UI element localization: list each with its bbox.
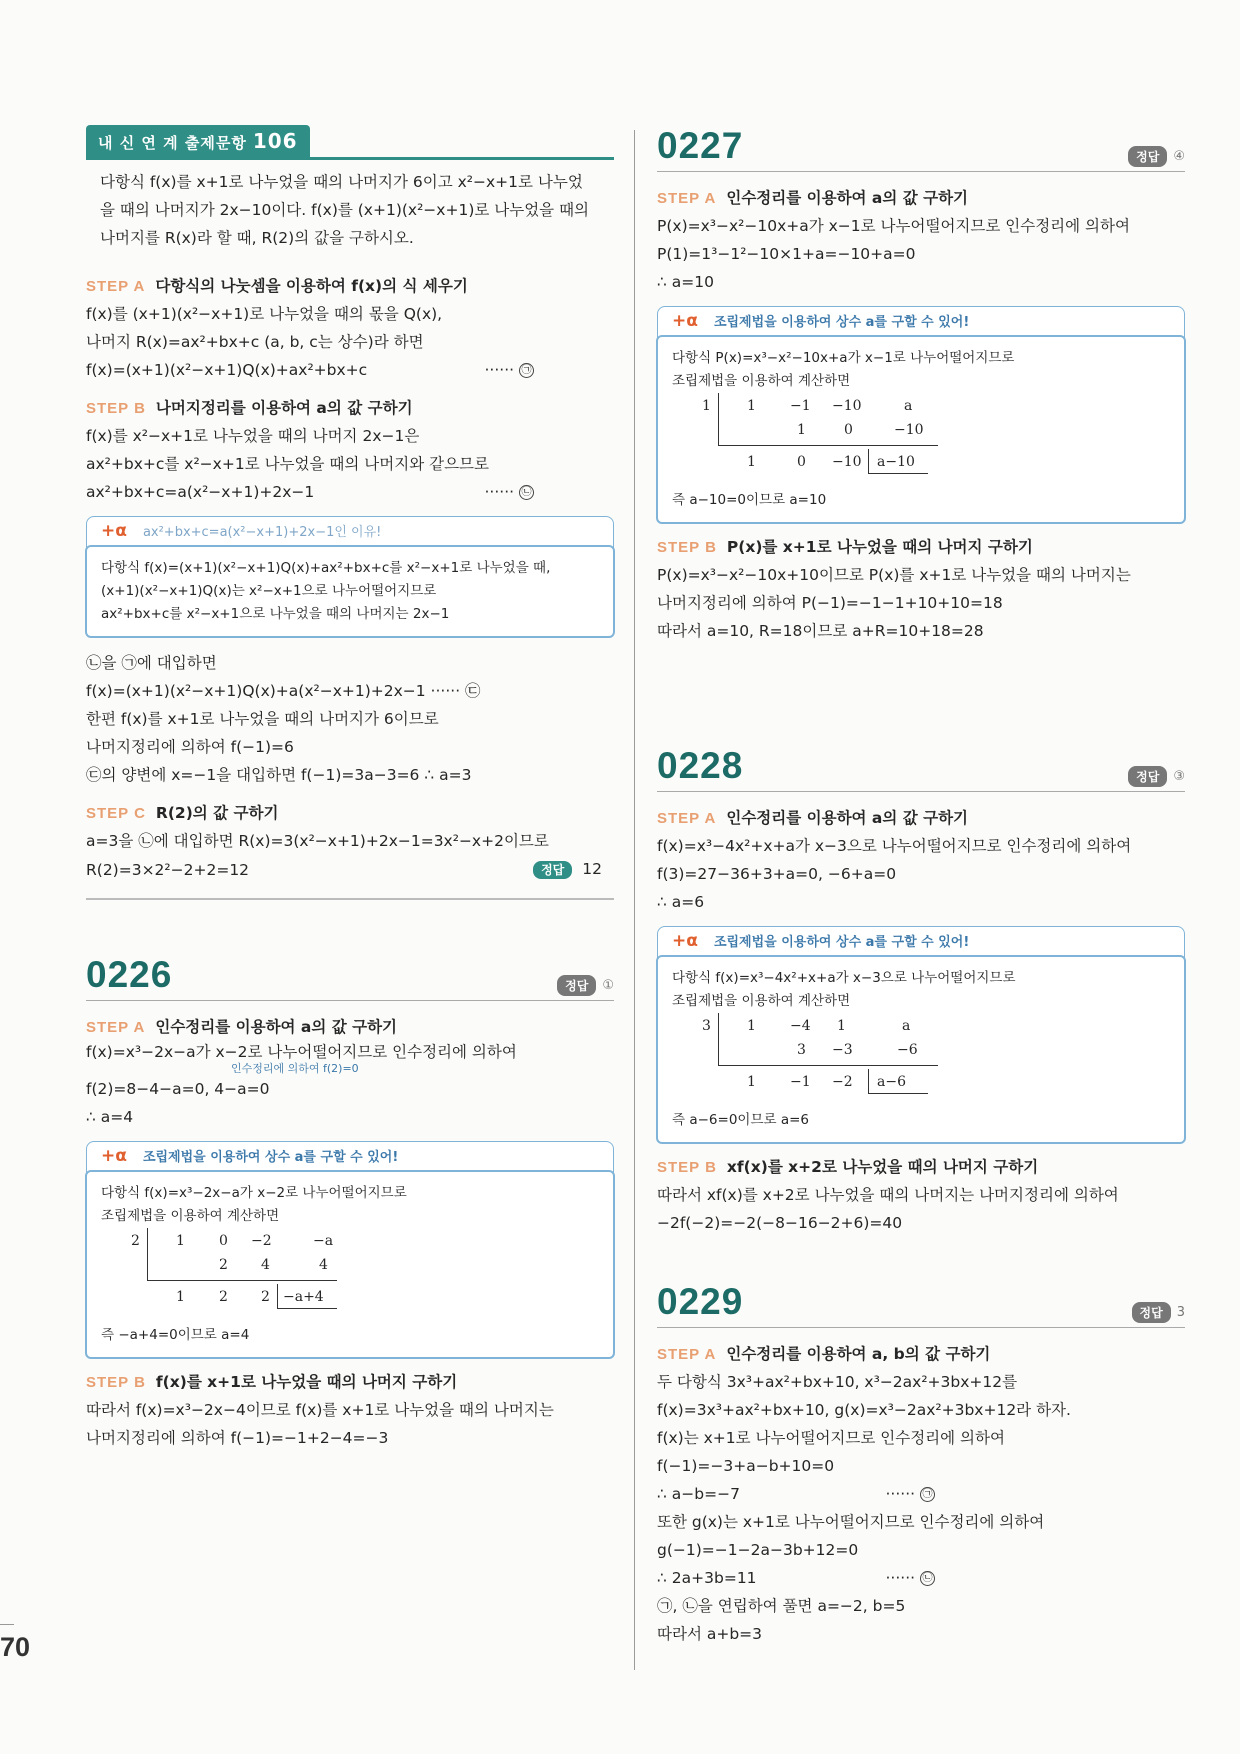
text-line: (x+1)(x²−x+1)Q(x)는 x²−x+1으로 나누어떨어지므로: [101, 583, 437, 599]
text-line: [277, 1308, 337, 1309]
text-line: [868, 1093, 928, 1094]
text-line: 1: [837, 1018, 846, 1034]
problem-0229-header: 0229 정답 3: [657, 1281, 1185, 1328]
text-line: 즉 −a+4=0이므로 a=4: [101, 1327, 250, 1343]
text-line: STEP B: [86, 1374, 146, 1391]
text-line: 2: [261, 1289, 270, 1305]
text-line: a: [904, 398, 913, 414]
text-line: 조립제법을 이용하여 계산하면: [101, 1208, 280, 1224]
text-line: 2: [131, 1233, 140, 1249]
text-line: 인수정리를 이용하여 a, b의 값 구하기: [726, 1345, 991, 1363]
text-line: f(x)=(x+1)(x²−x+1)Q(x)+ax²+bx+c ······ ㉠: [86, 356, 614, 384]
text-line: g(−1)=−1−2a−3b+12=0: [657, 1541, 859, 1559]
text-line: ∴ a−b=−7 ······ ㉠: [657, 1480, 1185, 1508]
text-line: 한편 f(x)를 x+1로 나누었을 때의 나머지가 6이므로: [86, 710, 439, 728]
problem-tag: 내 신 연 계 출제문항 106: [86, 125, 614, 157]
text-line: f(x)=(x+1)(x²−x+1)Q(x)+a(x²−x+1)+2x−1 ······ ㉢: [86, 682, 481, 700]
text-line: −3: [832, 1042, 853, 1058]
text-line: f(x)=3x³+ax²+bx+10, g(x)=x³−2ax²+3bx+12라 하자.: [657, 1401, 1071, 1419]
synthetic-division: [672, 393, 1170, 489]
text-line: 따라서 f(x)=x³−2x−4이므로 f(x)를 x+1로 나누었을 때의 나머지는: [86, 1401, 554, 1419]
text-line: f(2)=8−4−a=0, 4−a=0: [86, 1080, 270, 1098]
text-line: 인수정리를 이용하여 a의 값 구하기: [155, 1018, 398, 1036]
column-divider: [634, 130, 635, 1670]
text-line: 0: [844, 422, 853, 438]
text-line: [718, 445, 938, 446]
text-line: −1: [790, 1074, 811, 1090]
plus-alpha-box: +α ax²+bx+c=a(x²−x+1)+2x−1인 이유! 다항식 f(x)=(x+1)(x²−x+1)Q(x)+ax²+bx+c를 x²−x+1로 나누었을 때, (x+1)(x²−x+1)Q(x)는 x²−x+1으로 나누어떨어지므로 ax²+bx+c를 x²−x+1으로 나누었을 때의 나머지는 2x−1: [86, 516, 614, 637]
text-line: [147, 1280, 337, 1281]
text-line: f(−1)=−3+a−b+10=0: [657, 1457, 835, 1475]
plus-alpha-box: +α 조립제법을 이용하여 상수 a를 구할 수 있어! 다항식 f(x)=x³−2x−a가 x−2로 나누어떨어지므로 조립제법을 이용하여 계산하면 2 1 0 −2 −a 2 4 4 1 2 2 −a+4 즉 −a+4=0이므로 a=4: [86, 1141, 614, 1358]
plus-alpha-box: +α 조립제법을 이용하여 상수 a를 구할 수 있어! 다항식 f(x)=x³−4x²+x+a가 x−3으로 나누어떨어지므로 조립제법을 이용하여 계산하면 3 1 −4 1 a 3 −3 −6 1 −1 −2 a−6 즉 a−6=0이므로 a=6: [657, 926, 1185, 1143]
problem-0228-header: 0228 정답 ③: [657, 745, 1185, 792]
text-line: P(x)=x³−x²−10x+a가 x−1로 나누어떨어지므로 인수정리에 의하여: [657, 217, 1130, 235]
text-line: P(1)=1³−1²−10×1+a=−10+a=0: [657, 245, 916, 263]
text-line: 또한 g(x)는 x+1로 나누어떨어지므로 인수정리에 의하여: [657, 1513, 1045, 1531]
step-b-heading: [657, 1155, 1185, 1177]
text-line: f(x)를 x+1로 나누었을 때의 나머지 구하기: [155, 1373, 458, 1391]
text-line: [718, 1013, 719, 1065]
text-line: −10: [832, 398, 862, 414]
text-line: −1: [790, 398, 811, 414]
text-line: xf(x)를 x+2로 나누었을 때의 나머지 구하기: [726, 1158, 1039, 1176]
text-line: 다항식의 나눗셈을 이용하여 f(x)의 식 세우기: [155, 277, 468, 295]
step-a-heading: [86, 274, 614, 296]
text-line: 나머지 R(x)=ax²+bx+c (a, b, c는 상수)라 하면: [86, 333, 424, 351]
text-line: 1: [702, 398, 711, 414]
text-line: 3: [797, 1042, 806, 1058]
left-column: 내 신 연 계 출제문항 106 다항식 f(x)를 x+1로 나누었을 때의 나머지가 6이고 x²−x+1로 나누었 을 때의 나머지가 2x−10이다. f(x)를 (x+1)(x²−x+1)로 나누었을 때의 나머지를 R(x)라 할 때, R(2)의 값을 구하시오. STEP A 다항식의 나눗셈을 이용하여 f(x)의 식 세우기 f(x)를 (x+1)(x²−x+1)로 나누었을 때의 몫을 Q(x), 나머지 R(x)=ax²+bx+c (a, b, c는 상수)라 하면 f(x)=(x+1)(x²−x+1)Q(x)+ax²+bx+c ······ ㉠ STEP B 나머지정리를 이용하여 a의 값 구하기 f(x)를 x²−x+1로 나누었을 때의 나머지 2x−1은 ax²+bx+c를 x²−x+1로 나누었을 때의 나머지와 같으므로 ax²+bx+c=a(x²−x+1)+2x−1 ······ ㉡ +α ax²+bx+c=a(x²−x+1)+2x−1인 이유! 다항식 f(x)=(x+1)(x²−x+1)Q(x)+ax²+bx+c를 x²−x+1로 나누었을 때, (x+1)(x²−x+1)Q(x)는 x²−x+1으로 나누어떨어지므로 ax²+bx+c를 x²−x+1으로 나누었을 때의 나머지는 2x−1 ㉡을 ㉠에 대입하면 f(x)=(x+1)(x²−x+1)Q(x)+a(x²−x+1)+2x−1 ······ ㉢ 한편 f(x)를 x+1로 나누었을 때의 나머지가 6이므로 나머지정리에 의하여 f(−1)=6 ㉢의 양변에 x=−1을 대입하면 f(−1)=3a−3=6 ∴ a=3 STEP C R(2)의 값 구하기 a=3을 ㉡에 대입하면 R(x)=3(x²−x+1)+2x−1=3x²−x+2이므로 R(2)=3×2²−2+2=12 정답 12 0226 정답 ① STEP A 인수정리를 이용하여 a의 값 구하기 f(x)=x³−2x−a가 x−2로 나누어떨어지므로 인수정리에 의하여 인수정리에 의하여 f(2)=0 f(2)=8−4−a=0, 4−a=0 ∴ a=4 +α 조립제법을 이용하여 상수 a를 구할 수 있어! 다항식 f(x)=x³−2x−a가 x−2로 나누어떨어지므로 조립제법을 이용하여 계산하면 2 1 0 −2 −a 2 4 4 1 2 2 −a+4 즉 −a+4=0이므로 a=4 STEP B f(x)를 x+1로 나누었을 때의 나머지 구하기 따라서 f(x)=x³−2x−4이므로 f(x)를 x+1로 나누었을 때의 나머지는 나머지정리에 의하여 f(−1)=−1+2−4=−3: [86, 125, 614, 1452]
text-line: −10: [894, 422, 924, 438]
text-line: −10: [832, 454, 862, 470]
text-line: f(x)는 x+1로 나누어떨어지므로 인수정리에 의하여: [657, 1429, 1005, 1447]
step-b-heading: [86, 396, 614, 418]
text-line: 따라서 a+b=3: [657, 1625, 763, 1643]
text-line: −a+4: [283, 1289, 324, 1305]
text-line: STEP B: [657, 1159, 717, 1176]
text-line: 4: [261, 1257, 270, 1273]
text-line: 조립제법을 이용하여 계산하면: [672, 373, 851, 389]
text-line: P(x)=x³−x²−10x+10이므로 P(x)를 x+1로 나누었을 때의 나머지는: [657, 566, 1131, 584]
text-line: [277, 1284, 278, 1308]
text-line: 1: [797, 422, 806, 438]
text-line: 나머지정리를 이용하여 a의 값 구하기: [155, 399, 413, 417]
step-a-heading: [657, 1342, 1185, 1364]
synthetic-division: [672, 1013, 1170, 1109]
text-line: STEP B: [86, 400, 146, 417]
text-line: 나머지를 R(x)라 할 때, R(2)의 값을 구하시오.: [100, 229, 414, 247]
text-line: 두 다항식 3x³+ax²+bx+10, x³−2ax²+3bx+12를: [657, 1373, 1018, 1391]
text-line: 나머지정리에 의하여 P(−1)=−1−1+10+10=18: [657, 594, 1003, 612]
text-line: STEP A: [657, 1346, 717, 1363]
text-line: 1: [176, 1289, 185, 1305]
text-line: −2f(−2)=−2(−8−16−2+6)=40: [657, 1214, 903, 1232]
text-line: 0: [797, 454, 806, 470]
text-line: STEP A: [86, 278, 146, 295]
text-line: ㉡을 ㉠에 대입하면: [86, 654, 217, 672]
text-line: ㉠, ㉡을 연립하여 풀면 a=−2, b=5: [657, 1597, 906, 1615]
text-line: STEP A: [86, 1019, 146, 1036]
text-line: STEP A: [657, 810, 717, 827]
text-line: 나머지정리에 의하여 f(−1)=6: [86, 738, 294, 756]
text-line: −4: [790, 1018, 811, 1034]
text-line: f(x)를 (x+1)(x²−x+1)로 나누었을 때의 몫을 Q(x),: [86, 305, 443, 323]
text-line: 다항식 P(x)=x³−x²−10x+a가 x−1로 나누어떨어지므로: [672, 350, 1015, 366]
text-line: 1: [747, 1018, 756, 1034]
text-line: 2: [219, 1257, 228, 1273]
text-line: [718, 393, 719, 445]
text-line: 3: [702, 1018, 711, 1034]
problem-statement: [86, 168, 614, 252]
text-line: STEP C: [86, 805, 146, 822]
text-line: 1: [747, 398, 756, 414]
text-line: P(x)를 x+1로 나누었을 때의 나머지 구하기: [726, 538, 1033, 556]
text-line: 즉 a−6=0이므로 a=6: [672, 1112, 809, 1128]
problem-0226-header: 0226 정답 ①: [86, 954, 614, 1001]
text-line: a−6: [877, 1074, 906, 1090]
text-line: a=3을 ㉡에 대입하면 R(x)=3(x²−x+1)+2x−1=3x²−x+2이므로: [86, 832, 549, 850]
step-a-heading: [86, 1015, 614, 1037]
text-line: ∴ a=6: [657, 893, 705, 911]
text-line: 인수정리를 이용하여 a의 값 구하기: [726, 809, 969, 827]
text-line: 따라서 a=10, R=18이므로 a+R=10+18=28: [657, 622, 984, 640]
step-b-heading: [657, 535, 1185, 557]
text-line: 나머지정리에 의하여 f(−1)=−1+2−4=−3: [86, 1429, 389, 1447]
text-line: 4: [319, 1257, 328, 1273]
text-line: 따라서 xf(x)를 x+2로 나누었을 때의 나머지는 나머지정리에 의하여: [657, 1186, 1119, 1204]
text-line: 즉 a−10=0이므로 a=10: [672, 492, 827, 508]
text-line: 다항식 f(x)를 x+1로 나누었을 때의 나머지가 6이고 x²−x+1로 나누었: [100, 173, 583, 191]
step-a-heading: [657, 186, 1185, 208]
text-line: f(3)=27−36+3+a=0, −6+a=0: [657, 865, 897, 883]
text-line: 다항식 f(x)=(x+1)(x²−x+1)Q(x)+ax²+bx+c를 x²−x+1로 나누었을 때,: [101, 560, 551, 576]
text-line: ax²+bx+c=a(x²−x+1)+2x−1 ······ ㉡: [86, 478, 614, 506]
text-line: 다항식 f(x)=x³−4x²+x+a가 x−3으로 나누어떨어지므로: [672, 970, 1016, 986]
text-line: 인수정리를 이용하여 a의 값 구하기: [726, 189, 969, 207]
text-line: 0: [219, 1233, 228, 1249]
annotation-note: 인수정리에 의하여 f(2)=0: [231, 1062, 359, 1075]
text-line: ∴ 2a+3b=11 ······ ㉡: [657, 1564, 1185, 1592]
text-line: ax²+bx+c를 x²−x+1으로 나누었을 때의 나머지는 2x−1: [101, 606, 450, 622]
text-line: STEP B: [657, 539, 717, 556]
text-line: ∴ a=4: [86, 1108, 134, 1126]
text-line: −2: [251, 1233, 272, 1249]
step-c-heading: [86, 801, 614, 823]
text-line: f(x)를 x²−x+1로 나누었을 때의 나머지 2x−1은: [86, 427, 420, 445]
text-line: 2: [219, 1289, 228, 1305]
text-line: a−10: [877, 454, 915, 470]
synthetic-division: [101, 1228, 599, 1324]
text-line: [147, 1228, 148, 1280]
text-line: 1: [747, 1074, 756, 1090]
right-column: [657, 125, 1185, 1648]
text-line: [868, 1069, 869, 1093]
text-line: 을 때의 나머지가 2x−10이다. f(x)를 (x+1)(x²−x+1)로 나누었을 때의: [100, 201, 590, 219]
text-line: 조립제법을 이용하여 계산하면: [672, 993, 851, 1009]
text-line: 1: [176, 1233, 185, 1249]
text-line: [868, 449, 869, 473]
answer-badge: 정답 12: [533, 855, 614, 884]
text-line: 1: [747, 454, 756, 470]
text-line: ax²+bx+c를 x²−x+1로 나누었을 때의 나머지와 같으므로: [86, 455, 489, 473]
text-line: a: [902, 1018, 911, 1034]
text-line: −a: [313, 1233, 334, 1249]
text-line: 다항식 f(x)=x³−2x−a가 x−2로 나누어떨어지므로: [101, 1185, 407, 1201]
text-line: STEP A: [657, 190, 717, 207]
text-line: [718, 1065, 938, 1066]
text-line: ∴ a=10: [657, 273, 714, 291]
step-a-heading: [657, 806, 1185, 828]
step-b-heading: [86, 1370, 614, 1392]
text-line: R(2)의 값 구하기: [155, 804, 279, 822]
text-line: −6: [897, 1042, 918, 1058]
plus-alpha-box: +α 조립제법을 이용하여 상수 a를 구할 수 있어! 다항식 P(x)=x³−x²−10x+a가 x−1로 나누어떨어지므로 조립제법을 이용하여 계산하면 1 1 −1 −10 a 1 0 −10 1 0 −10 a−10 즉 a−10=0이므로 a=10: [657, 306, 1185, 523]
text-line: f(x)=x³−4x²+x+a가 x−3으로 나누어떨어지므로 인수정리에 의하여: [657, 837, 1132, 855]
page-number: 70: [0, 1632, 31, 1662]
text-line: −2: [832, 1074, 853, 1090]
text-line: [868, 473, 928, 474]
problem-0227-header: 0227 정답 ④: [657, 125, 1185, 172]
text-line: f(x)=x³−2x−a가 x−2로 나누어떨어지므로 인수정리에 의하여: [86, 1043, 517, 1061]
text-line: ㉢의 양변에 x=−1을 대입하면 f(−1)=3a−3=6 ∴ a=3: [86, 766, 472, 784]
